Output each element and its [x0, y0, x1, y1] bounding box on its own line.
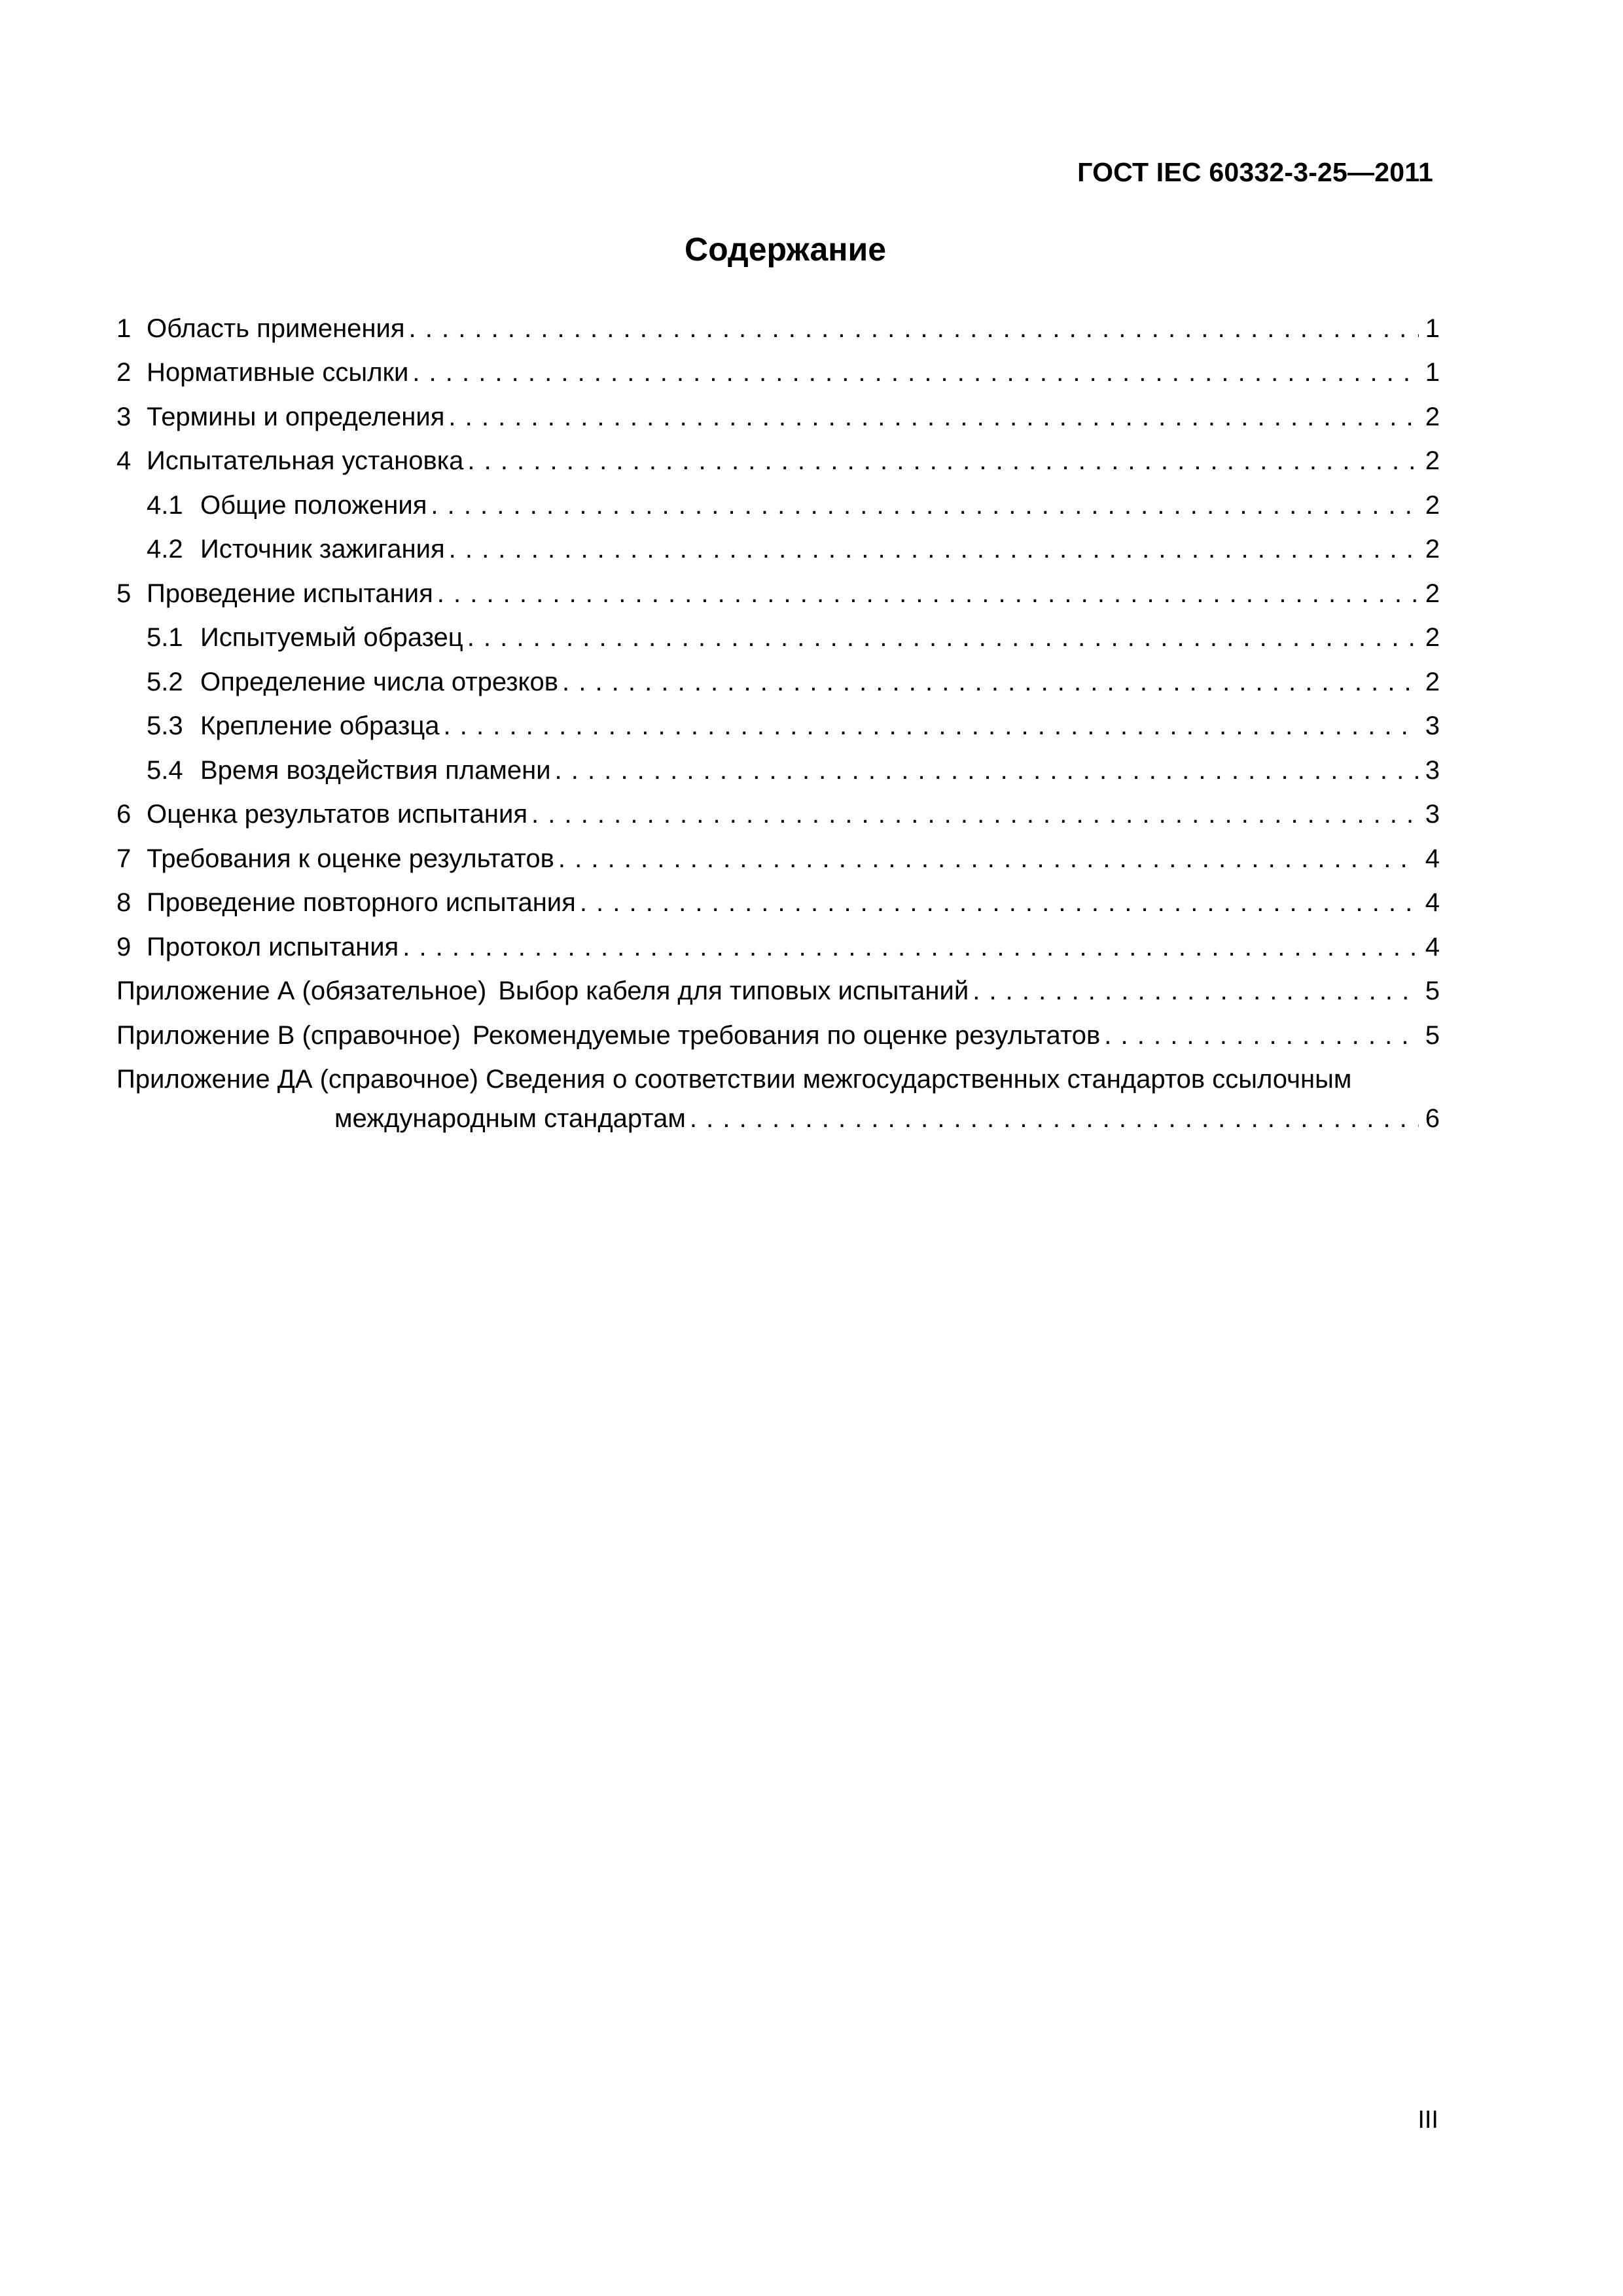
toc-entry-number: 9	[116, 932, 132, 961]
toc-entry-label: Область применения	[147, 314, 405, 343]
toc-entry-label: Проведение испытания	[147, 579, 433, 608]
toc-entry-page: 2	[1425, 535, 1440, 564]
dot-leader	[576, 887, 1419, 918]
dot-leader	[399, 931, 1419, 963]
toc-entry-number: 5.1	[147, 623, 183, 652]
toc-entry[interactable]	[116, 565, 1440, 609]
toc-entry-page: 6	[1425, 1103, 1440, 1133]
toc-entry-page: 2	[1425, 667, 1440, 696]
annex-label-continuation: международным стандартам	[334, 1103, 686, 1133]
toc-entry-label: Определение числа отрезков	[200, 667, 558, 696]
toc-entry[interactable]	[116, 918, 1440, 963]
toc-entry-number: 6	[116, 800, 132, 829]
toc-entry-label: Протокол испытания	[147, 932, 399, 961]
toc-entry[interactable]	[116, 433, 1440, 477]
toc-entry-number: 8	[116, 888, 132, 917]
toc-subentry[interactable]	[116, 476, 1440, 521]
toc-entry-label: Общие положения	[200, 490, 427, 520]
toc-entry-label: Время воздействия пламени	[200, 755, 551, 785]
document-identifier: ГОСТ IEC 60332-3-25—2011	[1077, 157, 1433, 187]
toc-entry-page: 2	[1425, 623, 1440, 652]
toc-entry-label: Требования к оценке результатов	[147, 844, 554, 873]
toc-subentry[interactable]	[116, 653, 1440, 698]
dot-leader	[558, 666, 1419, 698]
toc-entry[interactable]	[116, 874, 1440, 919]
toc-entry[interactable]	[116, 830, 1440, 874]
toc-subentry[interactable]	[116, 742, 1440, 786]
dot-leader	[427, 490, 1418, 521]
dot-leader	[445, 533, 1419, 565]
toc-entry-number: 4.2	[147, 535, 183, 564]
toc-entry-label: Испытательная установка	[147, 446, 464, 475]
toc-entry-page: 2	[1425, 579, 1440, 608]
dot-leader	[408, 357, 1418, 388]
toc-subentry[interactable]	[116, 698, 1440, 742]
dot-leader	[433, 578, 1419, 609]
toc-entry-page: 5	[1425, 1020, 1440, 1050]
toc-entry-label: Источник зажигания	[200, 535, 445, 564]
dot-leader	[686, 1103, 1419, 1134]
toc-entry-label: Крепление образца	[200, 711, 440, 740]
toc-entry-page: 5	[1425, 977, 1440, 1005]
toc-entry[interactable]	[116, 786, 1440, 831]
dot-leader	[527, 798, 1419, 830]
toc-entry-page: 3	[1425, 800, 1440, 829]
toc-annex-entry[interactable]	[116, 963, 1440, 1007]
toc-subentry[interactable]	[116, 521, 1440, 565]
toc-entry-number: 5.3	[147, 711, 183, 740]
toc-entry-label: Термины и определения	[147, 402, 445, 431]
toc-title: Содержание	[684, 231, 887, 268]
toc-entry-page: 4	[1425, 844, 1440, 873]
toc-entry-number: 5.2	[147, 667, 183, 696]
toc-entry-page: 2	[1425, 446, 1440, 475]
toc-entry-page: 4	[1425, 888, 1440, 917]
toc-entry-page: 1	[1425, 358, 1440, 387]
toc-entry-label: Оценка результатов испытания	[147, 800, 528, 829]
toc-entry-number: 5.4	[147, 755, 183, 785]
page-number: III	[1418, 2106, 1438, 2134]
annex-label: Рекомендуемые требования по оценке результатов	[472, 1020, 1101, 1050]
toc-entry-page: 3	[1425, 755, 1440, 785]
dot-leader	[551, 755, 1419, 786]
toc-entry-number: 2	[116, 358, 132, 387]
toc-entry-page: 4	[1425, 932, 1440, 961]
annex-prefix: Приложение ДА (справочное)	[116, 1064, 478, 1094]
dot-leader	[554, 843, 1419, 874]
toc-entry-page: 3	[1425, 711, 1440, 740]
toc-annex-entry[interactable]	[116, 1051, 1440, 1134]
toc-entry-number: 3	[116, 402, 132, 431]
annex-prefix: Приложение А (обязательное)	[116, 977, 487, 1005]
toc-entry-page: 2	[1425, 490, 1440, 520]
toc-entry-page: 2	[1425, 402, 1440, 431]
annex-label: Сведения о соответствии межгосударственных стандартов ссылочным	[486, 1064, 1352, 1094]
toc-entry-label: Испытуемый образец	[200, 623, 463, 652]
dot-leader	[405, 313, 1419, 344]
toc-entry-label: Нормативные ссылки	[147, 358, 409, 387]
toc-subentry[interactable]	[116, 609, 1440, 654]
toc-entry-page: 1	[1425, 314, 1440, 343]
toc-entry[interactable]	[116, 344, 1440, 389]
dot-leader	[1100, 1020, 1418, 1051]
toc-entry-number: 7	[116, 844, 132, 873]
toc-entry-label: Проведение повторного испытания	[147, 888, 576, 917]
toc-entry-number: 5	[116, 579, 132, 608]
annex-prefix: Приложение В (справочное)	[116, 1020, 461, 1050]
dot-leader	[440, 710, 1419, 742]
dot-leader	[969, 975, 1419, 1007]
toc-entry[interactable]	[116, 300, 1440, 344]
dot-leader	[463, 445, 1418, 476]
annex-label: Выбор кабеля для типовых испытаний	[498, 977, 969, 1005]
dot-leader	[444, 401, 1418, 433]
table-of-contents	[116, 300, 1440, 1134]
toc-entry[interactable]	[116, 388, 1440, 433]
dot-leader	[463, 622, 1419, 653]
toc-entry-number: 1	[116, 314, 132, 343]
toc-entry-number: 4	[116, 446, 132, 475]
toc-entry-number: 4.1	[147, 490, 183, 520]
toc-annex-entry[interactable]	[116, 1007, 1440, 1051]
